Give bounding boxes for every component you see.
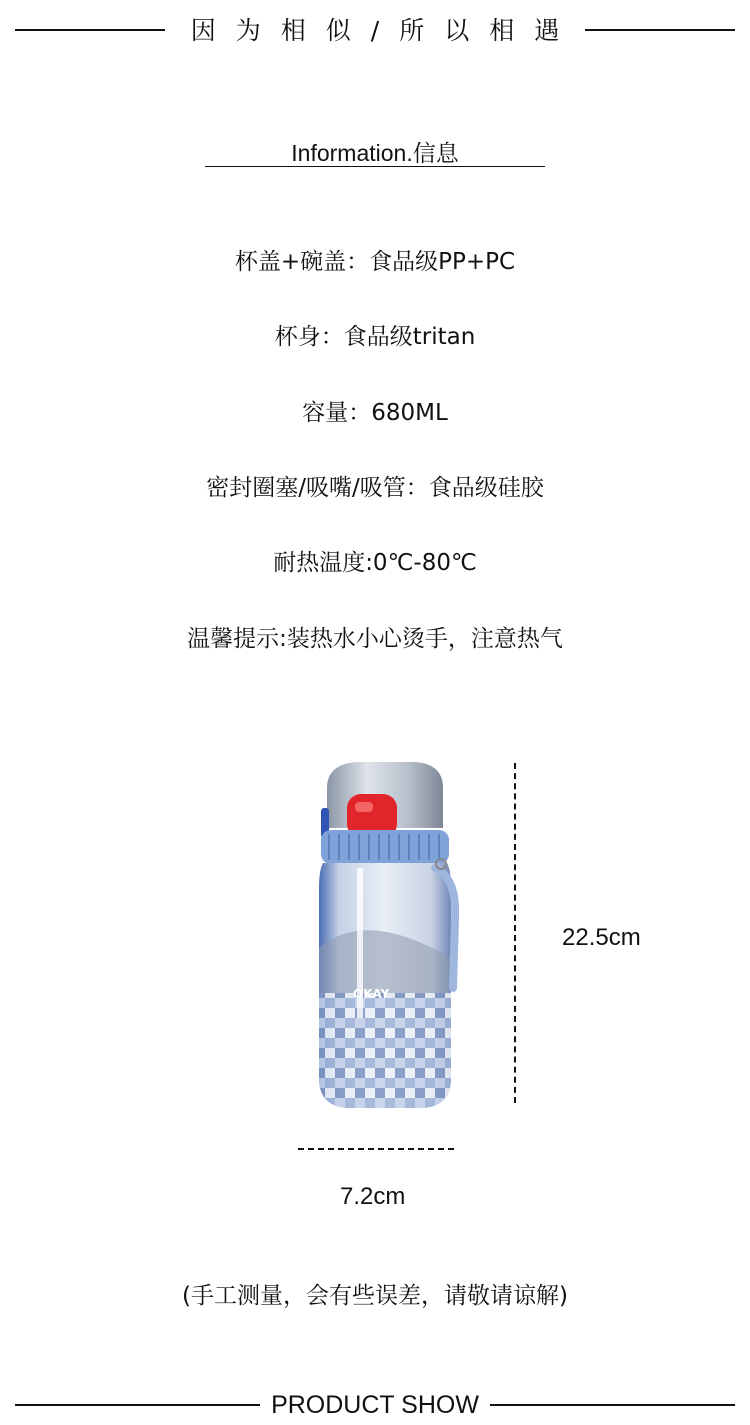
measurement-note: (手工测量，会有些误差，请敬请谅解) bbox=[182, 1283, 568, 1309]
spec-capacity: 容量：680ML bbox=[302, 400, 448, 426]
height-dimension-line bbox=[514, 763, 516, 1103]
info-heading: Information.信息 bbox=[291, 140, 459, 166]
footer-rule-left bbox=[15, 1404, 260, 1406]
width-label: 7.2cm bbox=[340, 1183, 406, 1210]
bottle-image bbox=[305, 758, 465, 1118]
footer-rule-right bbox=[490, 1404, 735, 1406]
info-heading-underline bbox=[205, 166, 545, 167]
spec-heat-resistance: 耐热温度:0℃-80℃ bbox=[273, 550, 477, 576]
bottle-brand-text: OKAY bbox=[353, 987, 390, 1001]
spec-seal-material: 密封圈塞/吸嘴/吸管：食品级硅胶 bbox=[206, 475, 544, 501]
page-title: 因为相似/所以相遇 bbox=[190, 16, 580, 45]
spec-body-material: 杯身：食品级tritan bbox=[274, 324, 476, 350]
spec-warning: 温馨提示:装热水小心烫手，注意热气 bbox=[187, 626, 563, 652]
height-label: 22.5cm bbox=[562, 924, 641, 951]
spec-lid-material: 杯盖+碗盖：食品级PP+PC bbox=[234, 249, 516, 275]
width-dimension-line bbox=[298, 1148, 454, 1150]
header-rule-right bbox=[585, 29, 735, 31]
footer-title: PRODUCT SHOW bbox=[271, 1391, 479, 1419]
header-rule-left bbox=[15, 29, 165, 31]
